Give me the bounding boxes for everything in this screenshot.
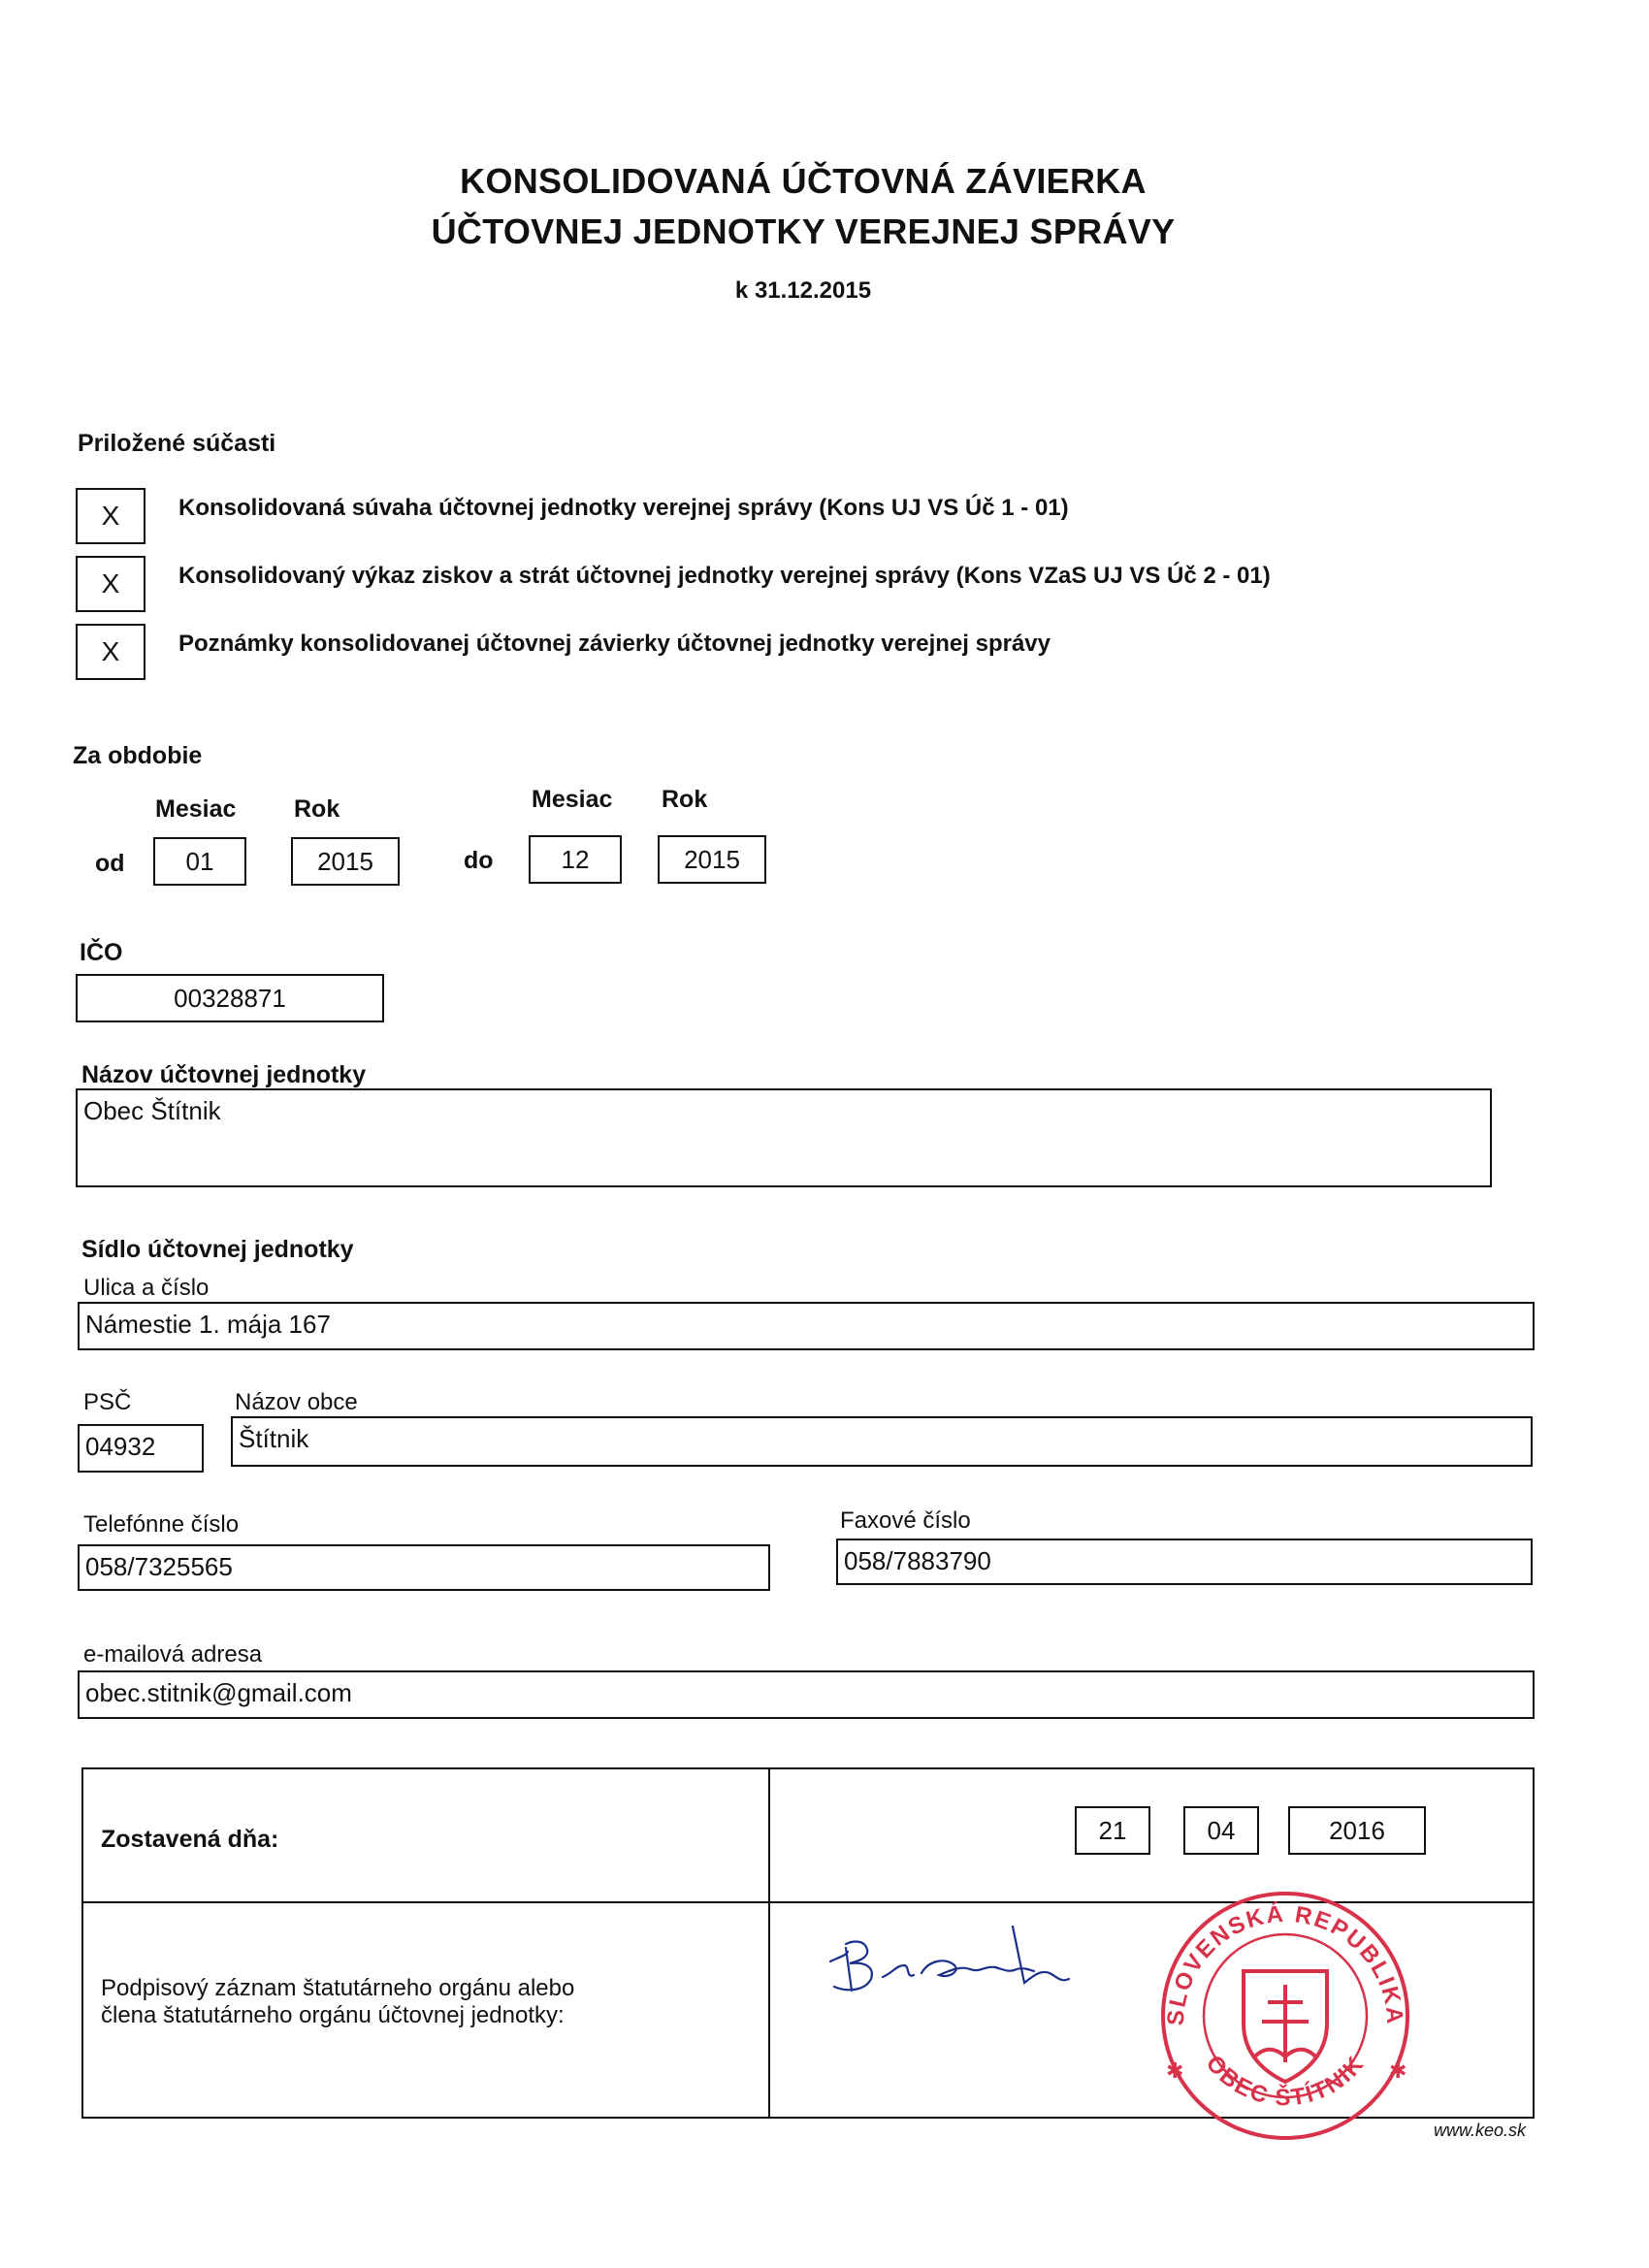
period-heading: Za obdobie	[73, 742, 203, 769]
report-date: k 31.12.2015	[734, 277, 872, 304]
table-divider-vertical	[768, 1767, 770, 2119]
title-line-1: KONSOLIDOVANÁ ÚČTOVNÁ ZÁVIERKA	[460, 161, 1147, 201]
signature-label-line-1: Podpisový záznam štatutárneho orgánu alebo	[101, 1975, 575, 2001]
to-year-field[interactable]: 2015	[658, 835, 766, 884]
compiled-year-field[interactable]: 2016	[1288, 1806, 1426, 1855]
ico-label: IČO	[80, 939, 123, 966]
part-3-label: Poznámky konsolidovanej účtovnej závierky účtovnej jednotky verejnej správy	[178, 631, 1051, 657]
signature-label-line-2: člena štatutárneho orgánu účtovnej jednotky:	[101, 2002, 565, 2028]
entity-name-field[interactable]: Obec Štítnik	[76, 1088, 1492, 1187]
fax-label: Faxové číslo	[840, 1507, 971, 1534]
stamp-top-text: SLOVENSKÁ REPUBLIKA	[1162, 1900, 1408, 2026]
coat-of-arms-icon	[1244, 1971, 1327, 2082]
email-field[interactable]: obec.stitnik@gmail.com	[78, 1670, 1535, 1719]
to-month-field[interactable]: 12	[529, 835, 622, 884]
from-year-field[interactable]: 2015	[291, 837, 400, 886]
entity-name-label: Názov účtovnej jednotky	[81, 1061, 367, 1088]
address-heading: Sídlo účtovnej jednotky	[81, 1236, 354, 1263]
compiled-month-field[interactable]: 04	[1183, 1806, 1259, 1855]
part-3-checkbox[interactable]: X	[76, 624, 146, 680]
website-footer: www.keo.sk	[1434, 2121, 1527, 2140]
street-label: Ulica a číslo	[83, 1275, 210, 1301]
city-label: Názov obce	[235, 1389, 358, 1415]
compiled-label: Zostavená dňa:	[101, 1826, 279, 1853]
to-month-label: Mesiac	[532, 786, 613, 813]
phone-label: Telefónne číslo	[83, 1511, 240, 1538]
psc-label: PSČ	[83, 1389, 132, 1415]
email-label: e-mailová adresa	[83, 1641, 263, 1668]
stamp-star-right: ✱	[1389, 2058, 1407, 2083]
title-line-2: ÚČTOVNEJ JEDNOTKY VEREJNEJ SPRÁVY	[431, 211, 1176, 251]
psc-field[interactable]: 04932	[78, 1424, 204, 1473]
from-label: od	[95, 850, 125, 877]
parts-heading: Priložené súčasti	[78, 430, 276, 457]
from-year-label: Rok	[294, 795, 340, 823]
fax-field[interactable]: 058/7883790	[836, 1539, 1533, 1585]
compiled-day-field[interactable]: 21	[1075, 1806, 1150, 1855]
stamp-star-left: ✱	[1166, 2058, 1184, 2083]
street-field[interactable]: Námestie 1. mája 167	[78, 1302, 1535, 1350]
official-stamp	[1145, 1878, 1426, 2146]
city-field[interactable]: Štítnik	[231, 1416, 1533, 1467]
part-1-label: Konsolidovaná súvaha účtovnej jednotky verejnej správy (Kons UJ VS Úč 1 - 01)	[178, 495, 1069, 521]
stamp-bottom-text: OBEC ŠTÍTNIK	[1200, 2050, 1371, 2112]
ico-field[interactable]: 00328871	[76, 974, 384, 1022]
part-2-checkbox[interactable]: X	[76, 556, 146, 612]
phone-field[interactable]: 058/7325565	[78, 1544, 770, 1591]
from-month-label: Mesiac	[155, 795, 237, 823]
handwritten-signature	[824, 1901, 1135, 2018]
from-month-field[interactable]: 01	[153, 837, 246, 886]
to-label: do	[464, 847, 494, 874]
part-1-checkbox[interactable]: X	[76, 488, 146, 544]
to-year-label: Rok	[662, 786, 708, 813]
part-2-label: Konsolidovaný výkaz ziskov a strát účtovnej jednotky verejnej správy (Kons VZaS UJ VS Úč 2 - 01)	[178, 563, 1271, 589]
